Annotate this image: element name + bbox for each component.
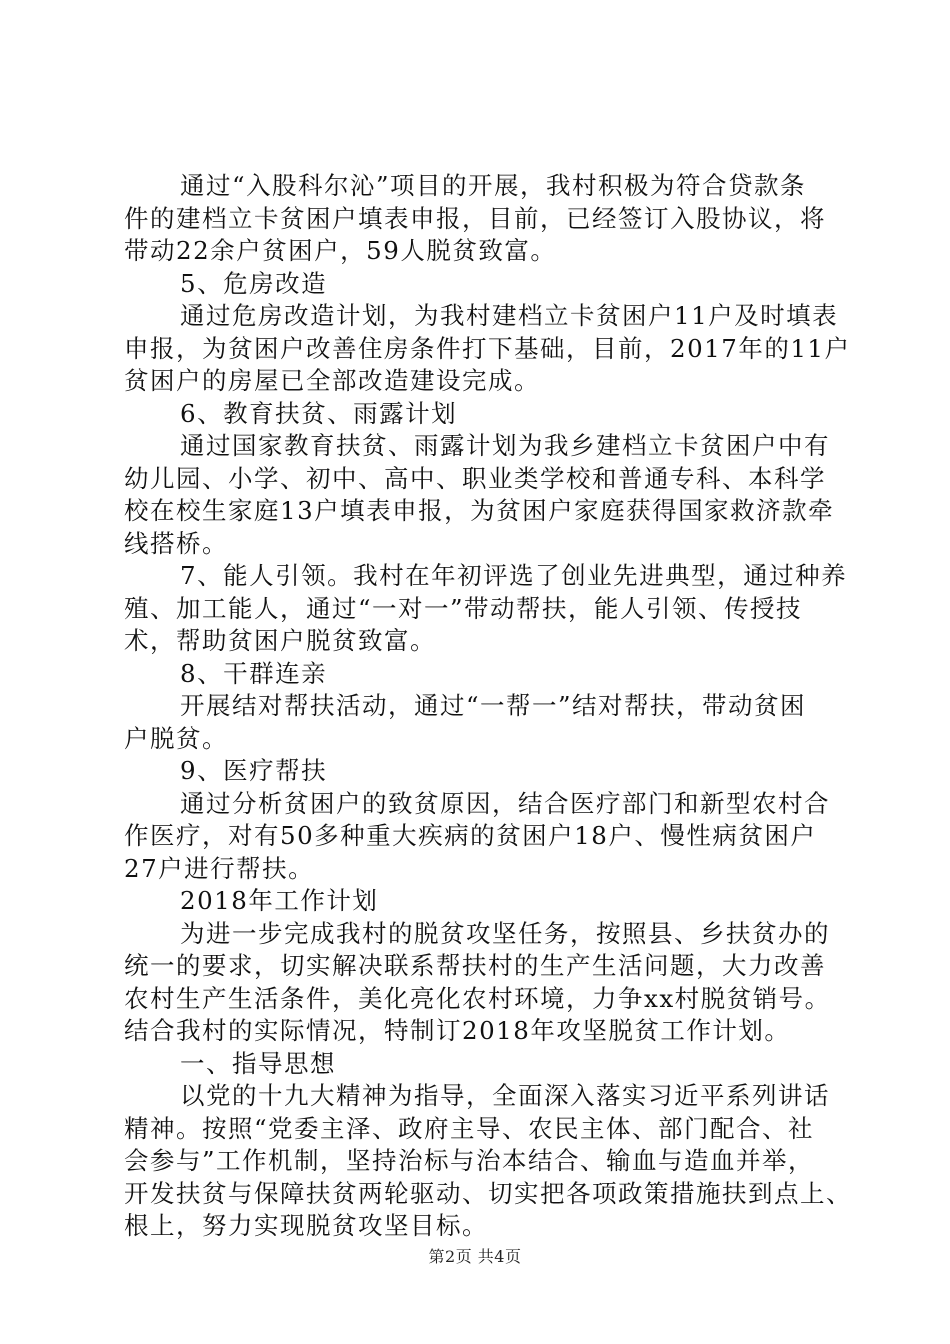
document-line: 开发扶贫与保障扶贫两轮驱动、切实把各项政策措施扶到点上、 [124,1178,852,1208]
document-line: 术，帮助贫困户脱贫致富。 [124,626,436,655]
document-line: 幼儿园、小学、初中、高中、职业类学校和普通专科、本科学 [124,463,826,493]
page-footer: 第2页 共4页 [428,1247,522,1266]
document-line: 9、医疗帮扶 [180,756,328,785]
document-line: 为进一步完成我村的脱贫攻坚任务，按照县、乡扶贫办的 [180,918,830,948]
document-line: 带动22余户贫困户，59人脱贫致富。 [124,236,557,265]
document-body [124,170,852,1243]
document-line: 8、干群连亲 [180,658,328,688]
document-line: 精神。按照“党委主泽、政府主导、农民主体、部门配合、社 [124,1113,815,1143]
document-line: 户脱贫。 [124,723,228,753]
document-line: 贫困户的房屋已全部改造建设完成。 [124,366,540,395]
document-line: 农村生产生活条件，美化亮化农村环境，力争xx村脱贫销号。 [124,983,831,1013]
document-line: 校在校生家庭13户填表申报，为贫困户家庭获得国家救济款牵 [124,496,835,525]
document-line: 殖、加工能人，通过“一对一”带动帮扶，能人引领、传授技 [124,593,803,623]
document-line: 结合我村的实际情况，特制订2018年攻坚脱贫工作计划。 [124,1016,791,1045]
document-line: 通过国家教育扶贫、雨露计划为我乡建档立卡贫困户中有 [180,431,830,460]
document-line: 6、教育扶贫、雨露计划 [180,398,458,428]
document-line: 2018年工作计划 [180,886,379,915]
document-line: 开展结对帮扶活动，通过“一帮一”结对帮扶，带动贫困 [180,691,807,720]
document-line: 线搭桥。 [124,528,228,558]
document-line: 作医疗，对有50多种重大疾病的贫困户18户、慢性病贫困户 [124,821,817,850]
document-line: 通过危房改造计划，为我村建档立卡贫困户11户及时填表 [180,301,839,330]
document-line: 5、危房改造 [180,268,328,298]
document-line: 一、指导思想 [180,1048,336,1078]
document-line: 7、能人引领。我村在年初评选了创业先进典型，通过种养 [180,561,848,590]
document-line: 申报，为贫困户改善住房条件打下基础，目前，2017年的11户 [124,333,851,363]
document-line: 统一的要求，切实解决联系帮扶村的生产生活问题，大力改善 [124,951,826,980]
document-line: 通过“入股科尔沁”项目的开展，我村积极为符合贷款条 [180,171,807,200]
document-line: 根上，努力实现脱贫攻坚目标。 [124,1211,488,1240]
document-line: 以党的十九大精神为指导，全面深入落实习近平系列讲话 [180,1081,830,1110]
document-line: 件的建档立卡贫困户填表申报，目前，已经签订入股协议，将 [124,203,826,233]
document-line: 通过分析贫困户的致贫原因，结合医疗部门和新型农村合 [180,788,830,818]
document-line: 会参与”工作机制，坚持治标与治本结合、输血与造血并举， [124,1146,815,1175]
document-line: 27户进行帮扶。 [124,853,315,883]
